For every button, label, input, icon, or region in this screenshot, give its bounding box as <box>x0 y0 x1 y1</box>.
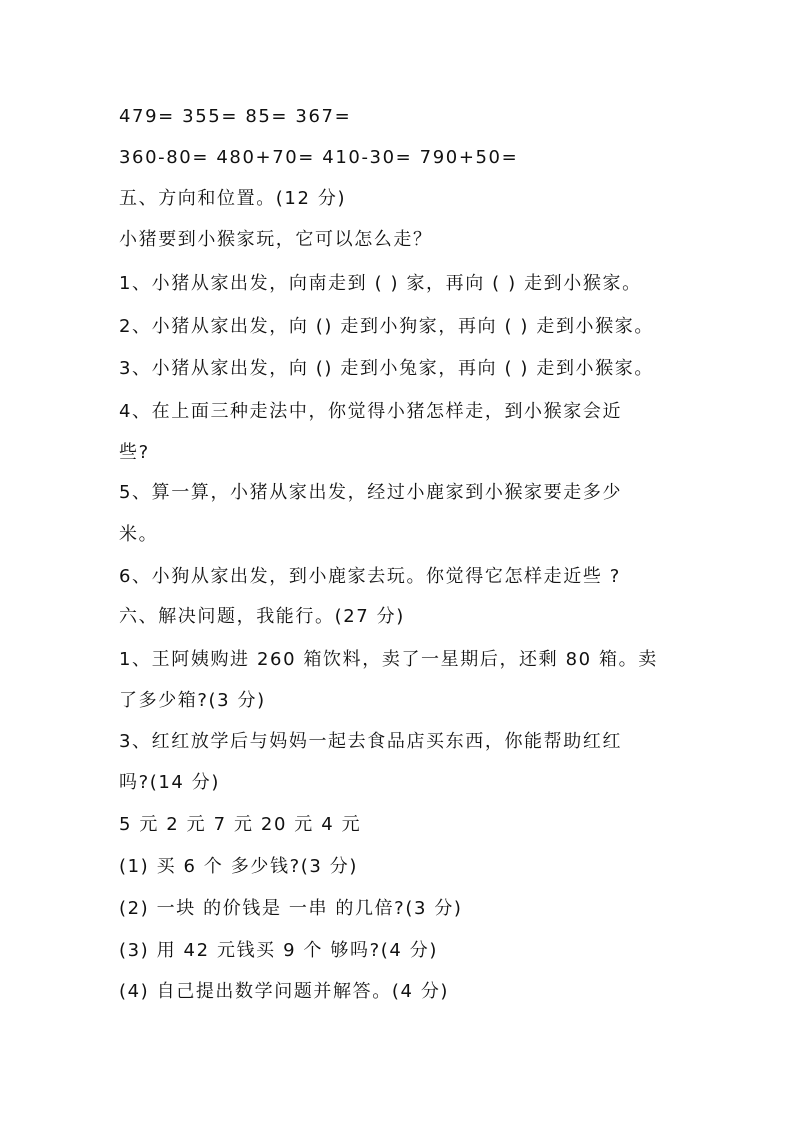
sub-question-1: (1) 买 6 个 多少钱?(3 分) <box>119 856 359 877</box>
sub-question-4: (4) 自己提出数学问题并解答。(4 分) <box>119 981 450 1002</box>
question-five-5-continued: 米。 <box>119 524 159 545</box>
price-list: 5 元 2 元 7 元 20 元 4 元 <box>119 814 362 835</box>
section-six-heading: 六、解决问题，我能行。(27 分) <box>119 606 405 627</box>
question-six-1-continued: 了多少箱?(3 分) <box>119 690 266 711</box>
question-five-5: 5、算一算，小猪从家出发，经过小鹿家到小猴家要走多少 <box>119 482 623 503</box>
question-five-4-continued: 些? <box>119 442 150 463</box>
question-five-6: 6、小狗从家出发，到小鹿家去玩。你觉得它怎样走近些 ? <box>119 566 621 587</box>
question-five-1: 1、小猪从家出发，向南走到 ( ) 家，再向 ( ) 走到小猴家。 <box>119 273 642 294</box>
question-six-1: 1、王阿姨购进 260 箱饮料，卖了一星期后，还剩 80 箱。卖 <box>119 649 658 670</box>
oral-arithmetic-row-1: 479= 355= 85= 367= <box>119 106 352 127</box>
question-six-3-continued: 吗?(14 分) <box>119 772 221 793</box>
question-six-3: 3、红红放学后与妈妈一起去食品店买东西，你能帮助红红 <box>119 731 623 752</box>
question-five-4: 4、在上面三种走法中，你觉得小猪怎样走，到小猴家会近 <box>119 401 623 422</box>
sub-question-3: (3) 用 42 元钱买 9 个 够吗?(4 分) <box>119 940 438 961</box>
question-five-3: 3、小猪从家出发，向 () 走到小兔家，再向 ( ) 走到小猴家。 <box>119 358 654 379</box>
section-five-heading: 五、方向和位置。(12 分) <box>119 188 347 209</box>
sub-question-2: (2) 一块 的价钱是 一串 的几倍?(3 分) <box>119 898 463 919</box>
section-five-intro: 小猪要到小猴家玩，它可以怎么走？ <box>119 229 433 250</box>
question-five-2: 2、小猪从家出发，向 () 走到小狗家，再向 ( ) 走到小猴家。 <box>119 316 654 337</box>
oral-arithmetic-row-2: 360-80= 480+70= 410-30= 790+50= <box>119 147 519 168</box>
